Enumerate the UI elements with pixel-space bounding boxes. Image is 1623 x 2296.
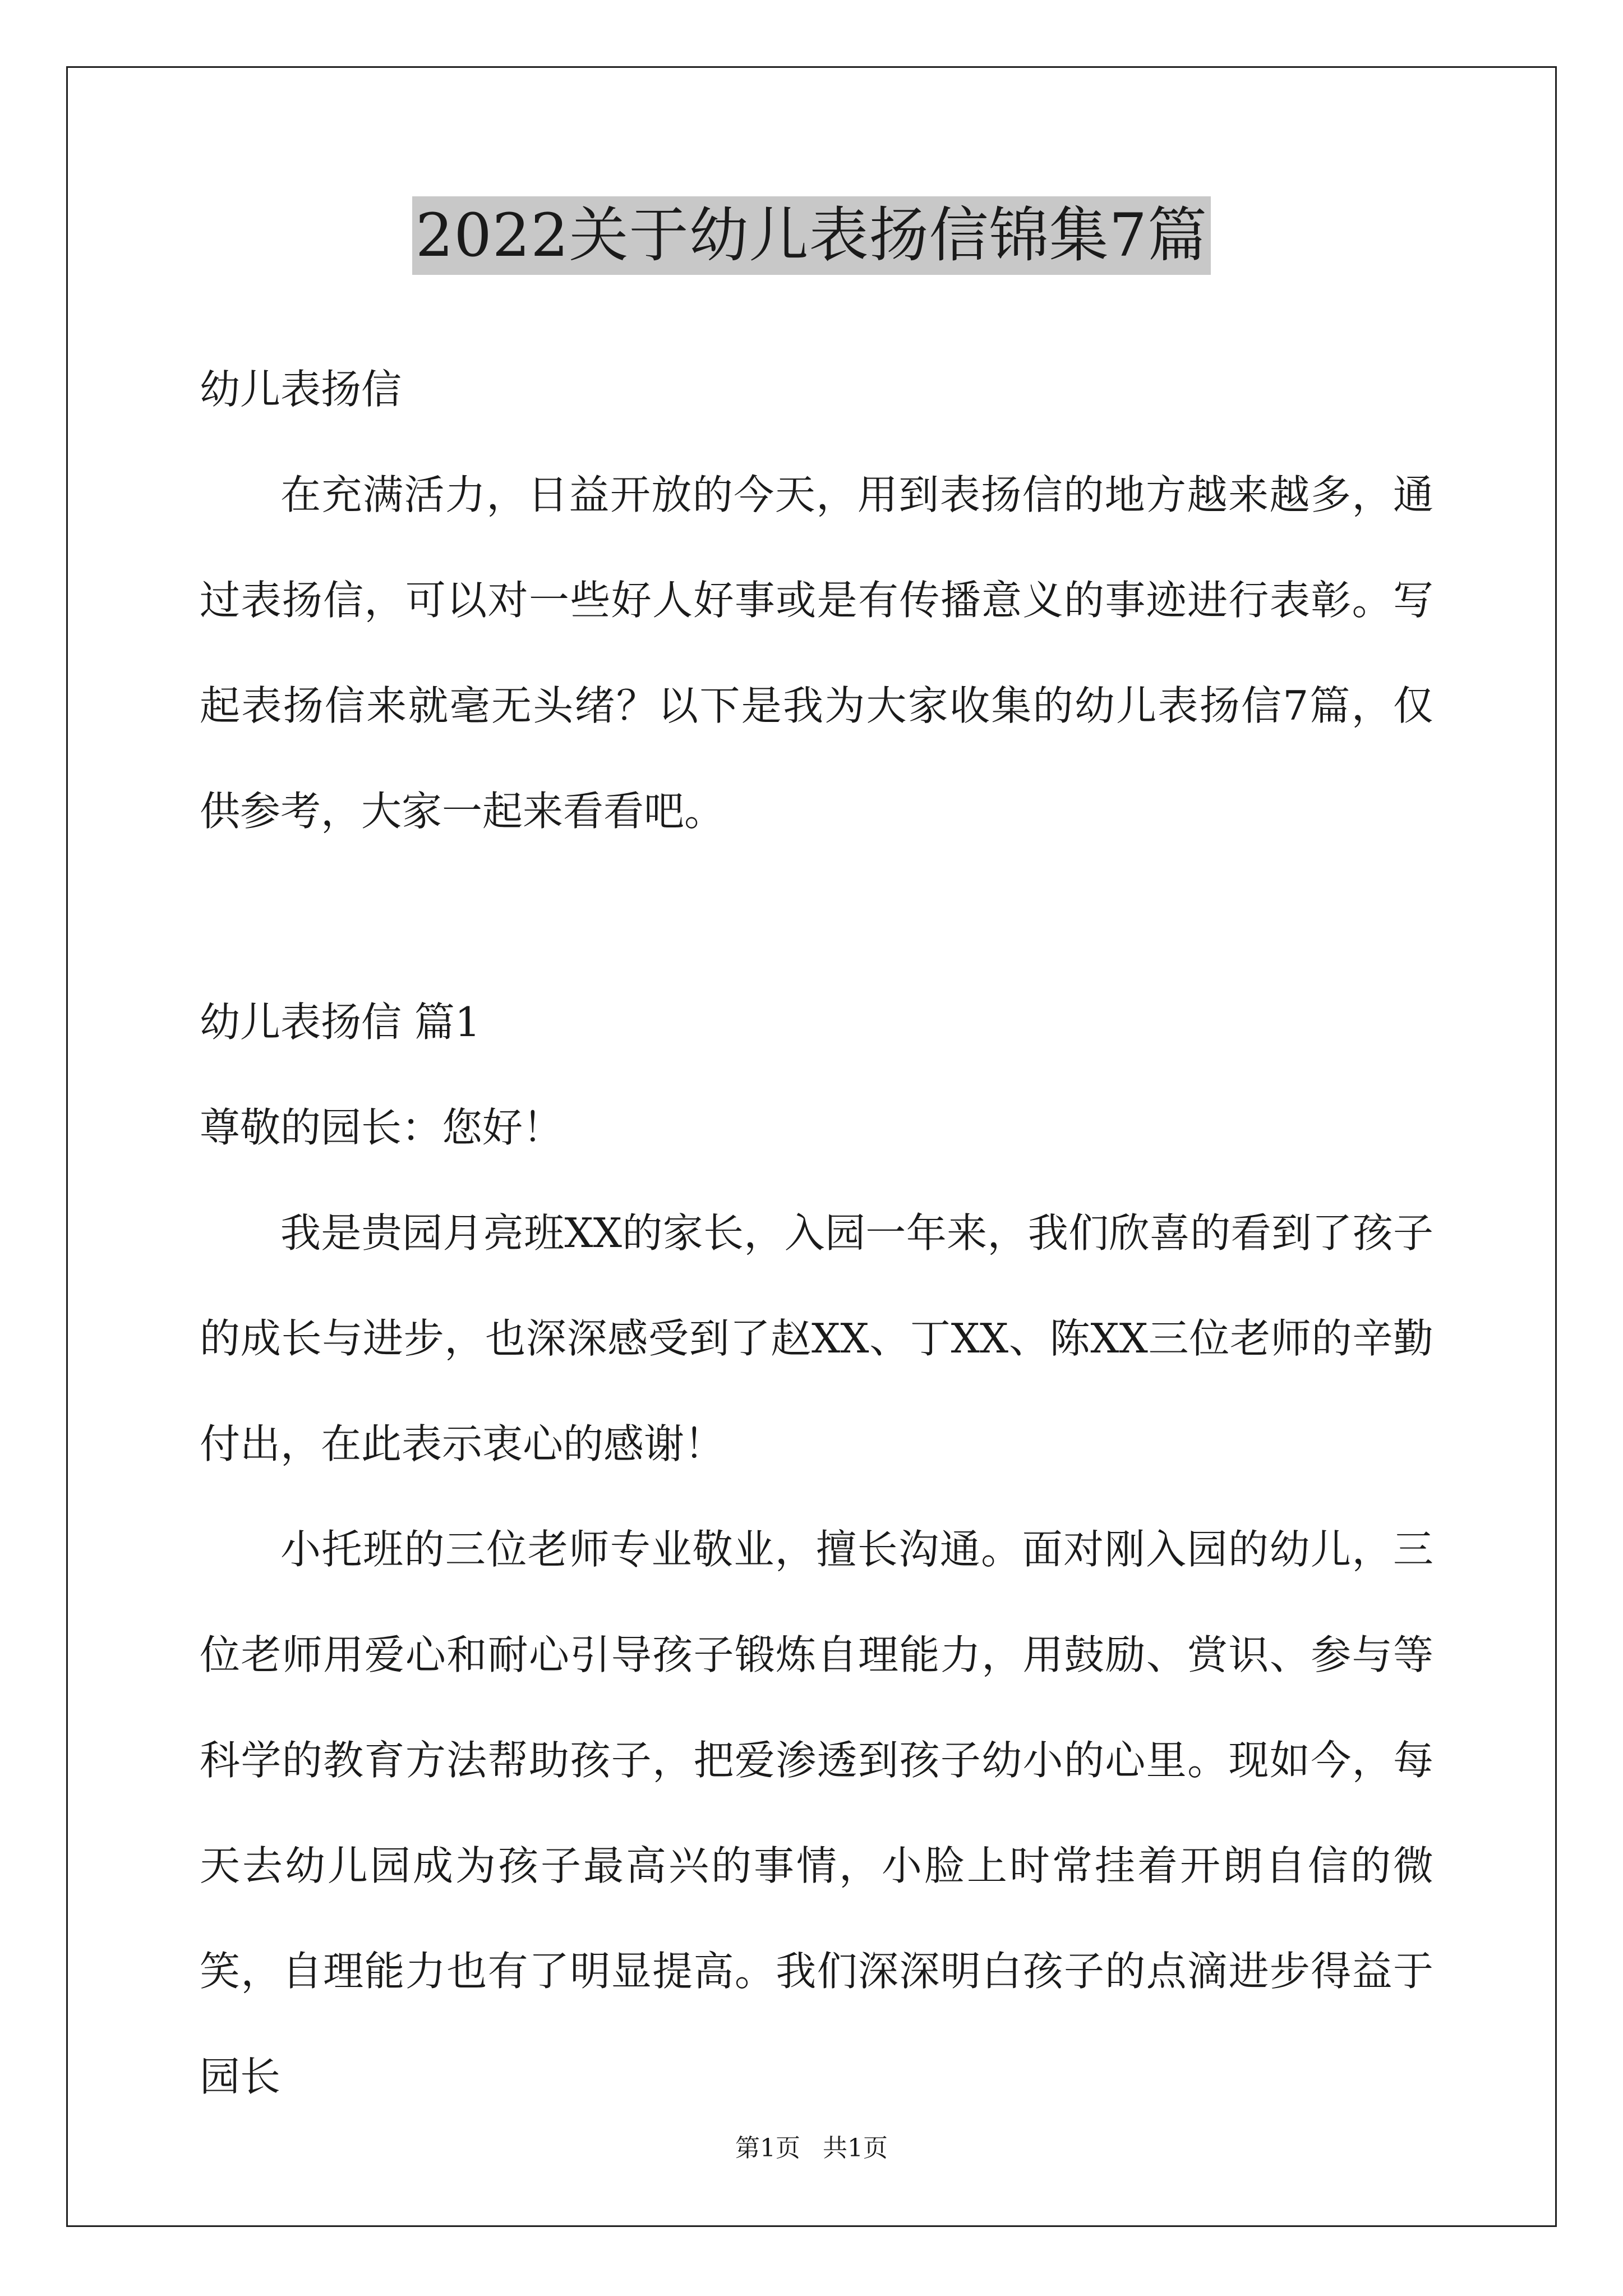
page-total: 共1页 bbox=[823, 2134, 888, 2162]
page-footer bbox=[0, 2132, 1623, 2165]
document-body bbox=[200, 337, 1433, 2129]
body-paragraph: 我是贵园月亮班XX的家长，入园一年来，我们欣喜的看到了孩子的成长与进步，也深深感受到了赵XX、丁XX、陈XX三位老师的辛勤付出，在此表示衷心的感谢！ bbox=[200, 1209, 1433, 1467]
document-title: 2022关于幼儿表扬信锦集7篇 bbox=[412, 196, 1211, 275]
letter-salutation: 尊敬的园长：您好！ bbox=[200, 1104, 564, 1151]
body-paragraph: 小托班的三位老师专业敬业，擅长沟通。面对刚入园的幼儿，三位老师用爱心和耐心引导孩子锻炼自理能力，用鼓励、赏识、参与等科学的教育方法帮助孩子，把爱渗透到孩子幼小的心里。现如今，每天去幼儿园成为孩子最高兴的事情，小脸上时常挂着开朗自信的微笑，自理能力也有了明显提高。我们深深明白孩子的点滴进步得益于园长 bbox=[200, 1526, 1433, 2100]
page-number: 第1页 bbox=[735, 2134, 800, 2162]
intro-heading: 幼儿表扬信 bbox=[200, 366, 402, 413]
intro-paragraph: 在充满活力，日益开放的今天，用到表扬信的地方越来越多，通过表扬信，可以对一些好人好事或是有传播意义的事迹进行表彰。写起表扬信来就毫无头绪？以下是我为大家收集的幼儿表扬信7篇，仅供参考，大家一起来看看吧。 bbox=[200, 471, 1433, 835]
section-heading: 幼儿表扬信 篇1 bbox=[200, 999, 481, 1046]
title-container bbox=[0, 196, 1623, 275]
section-spacer bbox=[200, 864, 1433, 969]
